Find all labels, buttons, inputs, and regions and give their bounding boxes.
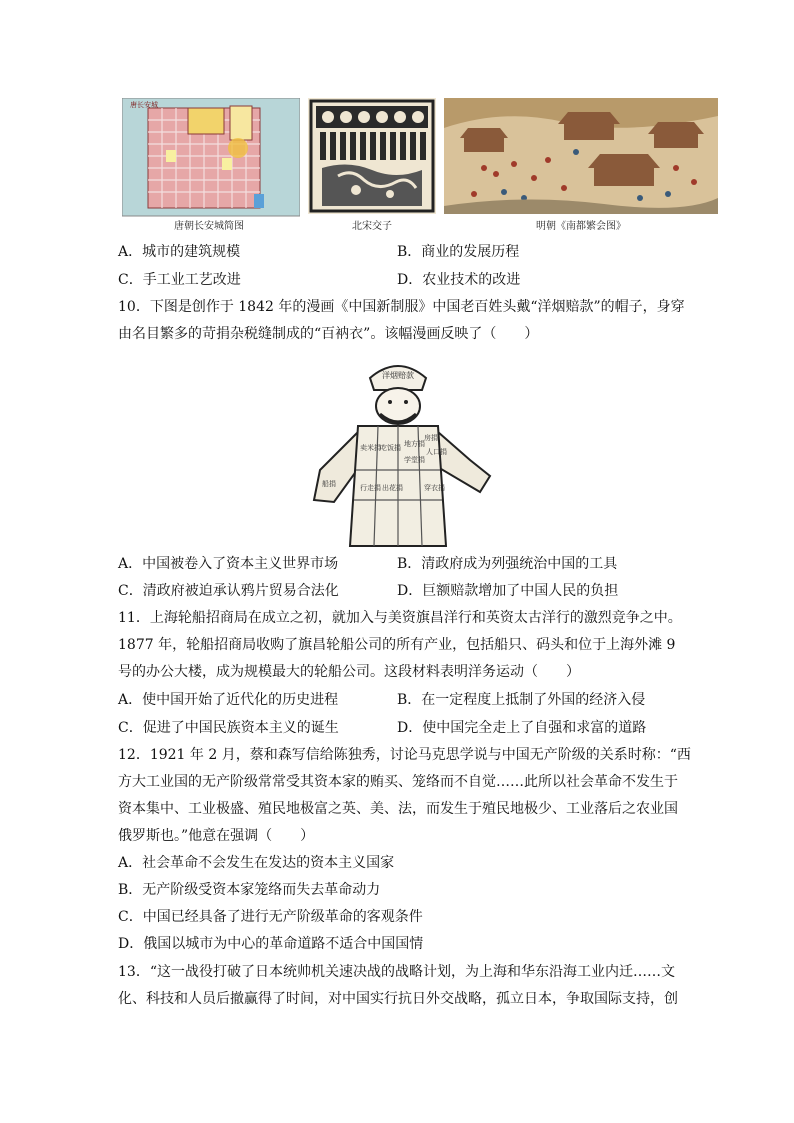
q11-option-b: B．在一定程度上抵制了外国的经济入侵 — [397, 692, 646, 708]
q11-option-c: C．促进了中国民族资本主义的诞生 — [118, 720, 339, 736]
coat-label-9: 穿衣捐 — [424, 484, 445, 492]
q11-stem-line-3: 号的办公大楼，成为规模最大的轮船公司。这段材料表明洋务运动（ ） — [118, 664, 580, 680]
hat-label: 洋烟赔款 — [382, 371, 414, 380]
q11-stem-line-1: 11．上海轮船招商局在成立之初，就加入与美资旗昌洋行和英资太古洋行的激烈竞争之中。 — [118, 610, 682, 626]
q9-option-b: B．商业的发展历程 — [397, 244, 520, 260]
q9-option-a: A．城市的建筑规模 — [118, 244, 241, 260]
q10-option-d: D．巨额赔款增加了中国人民的负担 — [397, 583, 619, 599]
painting-caption: 明朝《南都繁会图》 — [536, 221, 626, 232]
q12-stem-line-1: 12．1921 年 2 月，蔡和森写信给陈独秀，讨论马克思学说与中国无产阶级的关系时称：“西 — [118, 747, 691, 763]
q10-option-a: A．中国被卷入了资本主义世界市场 — [118, 556, 339, 572]
coat-label-3: 地方捐 — [404, 440, 425, 448]
q11-option-a: A．使中国开始了近代化的历史进程 — [118, 692, 339, 708]
figure-row — [120, 98, 720, 232]
q9-option-d: D．农业技术的改进 — [397, 272, 521, 288]
q10-option-c: C．清政府被迫承认鸦片贸易合法化 — [118, 583, 339, 599]
note-caption: 北宋交子 — [352, 221, 392, 232]
coat-label-5: 吃饭捐 — [380, 444, 401, 452]
changan-map-image — [122, 98, 300, 232]
map-caption: 唐朝长安城简图 — [174, 221, 244, 232]
coat-label-6: 卖米捐 — [360, 444, 381, 452]
q11-stem-line-2: 1877 年，轮船招商局收购了旗昌轮船公司的所有产业，包括船只、码头和位于上海外滩 9 — [118, 637, 676, 653]
coat-label-2: 人口捐 — [426, 448, 447, 456]
q12-option-b: B．无产阶级受资本家笼络而失去革命动力 — [118, 882, 381, 898]
q12-stem-line-2: 方大工业国的无产阶级常常受其资本家的贿买、笼络而不自觉……此所以社会革命不发生于 — [118, 774, 678, 790]
q11-option-d: D．使中国完全走上了自强和求富的道路 — [397, 720, 647, 736]
map-title: 唐长安城 — [130, 101, 158, 109]
coat-label-4: 学堂捐 — [404, 456, 425, 464]
q10-stem-line-2: 由名目繁多的苛捐杂税缝制成的“百衲衣”。该幅漫画反映了（ ） — [118, 326, 539, 342]
q10-option-b: B．清政府成为列强统治中国的工具 — [397, 556, 618, 572]
q12-stem-line-4: 俄罗斯也。”他意在强调（ ） — [118, 828, 315, 844]
coat-label-10: 船捐 — [322, 480, 336, 488]
q12-option-d: D．俄国以城市为中心的革命道路不适合中国国情 — [118, 936, 424, 952]
coat-label-7: 行走捐 — [360, 484, 381, 492]
coat-label-8: 出花捐 — [382, 484, 403, 492]
q12-option-c: C．中国已经具备了进行无产阶级革命的客观条件 — [118, 909, 423, 925]
coat-label-1: 房捐 — [424, 434, 438, 442]
q10-stem-line-1: 10．下图是创作于 1842 年的漫画《中国新制服》中国老百姓头戴“洋烟赔款”的帽子，身穿 — [118, 299, 685, 315]
q13-stem-line-2: 化、科技和人员后撤赢得了时间，对中国实行抗日外交战略，孤立日本，争取国际支持，创 — [118, 991, 678, 1007]
cartoon-new-uniform-image — [300, 350, 496, 550]
q12-stem-line-3: 资本集中、工业极盛、殖民地极富之英、美、法，而发生于殖民地极少、工业落后之农业国 — [118, 801, 678, 817]
q13-stem-line-1: 13．“这一战役打破了日本统帅机关速决战的战略计划，为上海和华东沿海工业内迁……文 — [118, 964, 675, 980]
q9-option-c: C．手工业工艺改进 — [118, 272, 241, 288]
nandu-painting-image — [444, 98, 718, 232]
q12-option-a: A．社会革命不会发生在发达的资本主义国家 — [118, 855, 395, 871]
jiaozi-note-image — [308, 98, 436, 232]
